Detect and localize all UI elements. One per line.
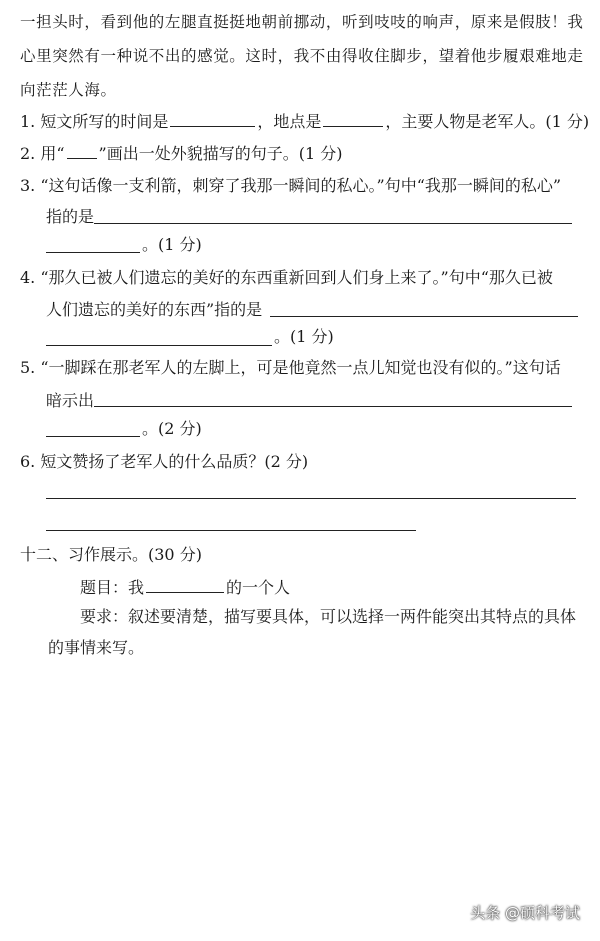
question-4-score: 。(1 分) [274,327,334,346]
answer-line-q5-1[interactable] [94,406,572,407]
answer-line-q3-2[interactable] [46,252,140,253]
passage-line-1: 一担头时，看到他的左腿直挺挺地朝前挪动，听到吱吱的响声，原来是假肢！我 [20,13,584,31]
answer-line-q4-2[interactable] [46,345,272,346]
answer-line-q6-2[interactable] [46,530,416,531]
question-5-prompt: 暗示出 [46,391,95,410]
question-1 [20,108,589,134]
answer-line-q3-1[interactable] [94,223,572,224]
question-1-text-c: ，主要人物是老军人。(1 分) [385,112,590,131]
passage-line-2: 心里突然有一种说不出的感觉。这时，我不由得收住脚步，望着他步履艰难地走 [20,47,584,65]
question-5-score: 。(2 分) [142,419,202,438]
composition-topic [80,574,290,600]
question-2-text-a: 2. 用“ [20,144,65,163]
answer-line-q4-1[interactable] [270,316,578,317]
question-2 [20,140,342,166]
composition-topic-b: 的一个人 [226,578,291,597]
composition-topic-a: 题目：我 [80,578,145,597]
answer-line-q5-2[interactable] [46,436,140,437]
watermark: 头条 @硕科考试 [470,904,580,922]
question-4-line-1: 4. “那久已被人们遗忘的美好的东西重新回到人们身上来了。”句中“那久已被 [20,268,553,287]
question-5-line-1: 5. “一脚踩在那老军人的左脚上，可是他竟然一点儿知觉也没有似的。”这句话 [20,358,561,377]
question-3-score: 。(1 分) [142,235,202,254]
answer-blank-place[interactable] [323,108,383,127]
composition-requirement-2: 的事情来写。 [48,638,145,657]
question-1-text-b: ，地点是 [257,112,322,131]
composition-requirement-1: 要求：叙述要清楚，描写要具体，可以选择一两件能突出其特点的具体 [80,607,577,626]
answer-blank-topic[interactable] [146,574,224,593]
answer-blank-time[interactable] [170,108,255,127]
question-2-text-b: ”画出一处外貌描写的句子。(1 分) [98,144,343,163]
question-1-text-a: 1. 短文所写的时间是 [20,112,169,131]
passage-line-3: 向茫茫人海。 [20,81,117,99]
section-heading: 十二、习作展示。(30 分) [20,545,202,564]
question-6: 6. 短文赞扬了老军人的什么品质？(2 分) [20,452,309,471]
question-3-line-1: 3. “这句话像一支利箭，刺穿了我那一瞬间的私心。”句中“我那一瞬间的私心” [20,176,562,195]
question-4-prompt: 人们遗忘的美好的东西”指的是 [46,300,263,319]
question-3-prompt: 指的是 [46,207,95,226]
underline-sample [67,140,97,159]
answer-line-q6-1[interactable] [46,498,576,499]
